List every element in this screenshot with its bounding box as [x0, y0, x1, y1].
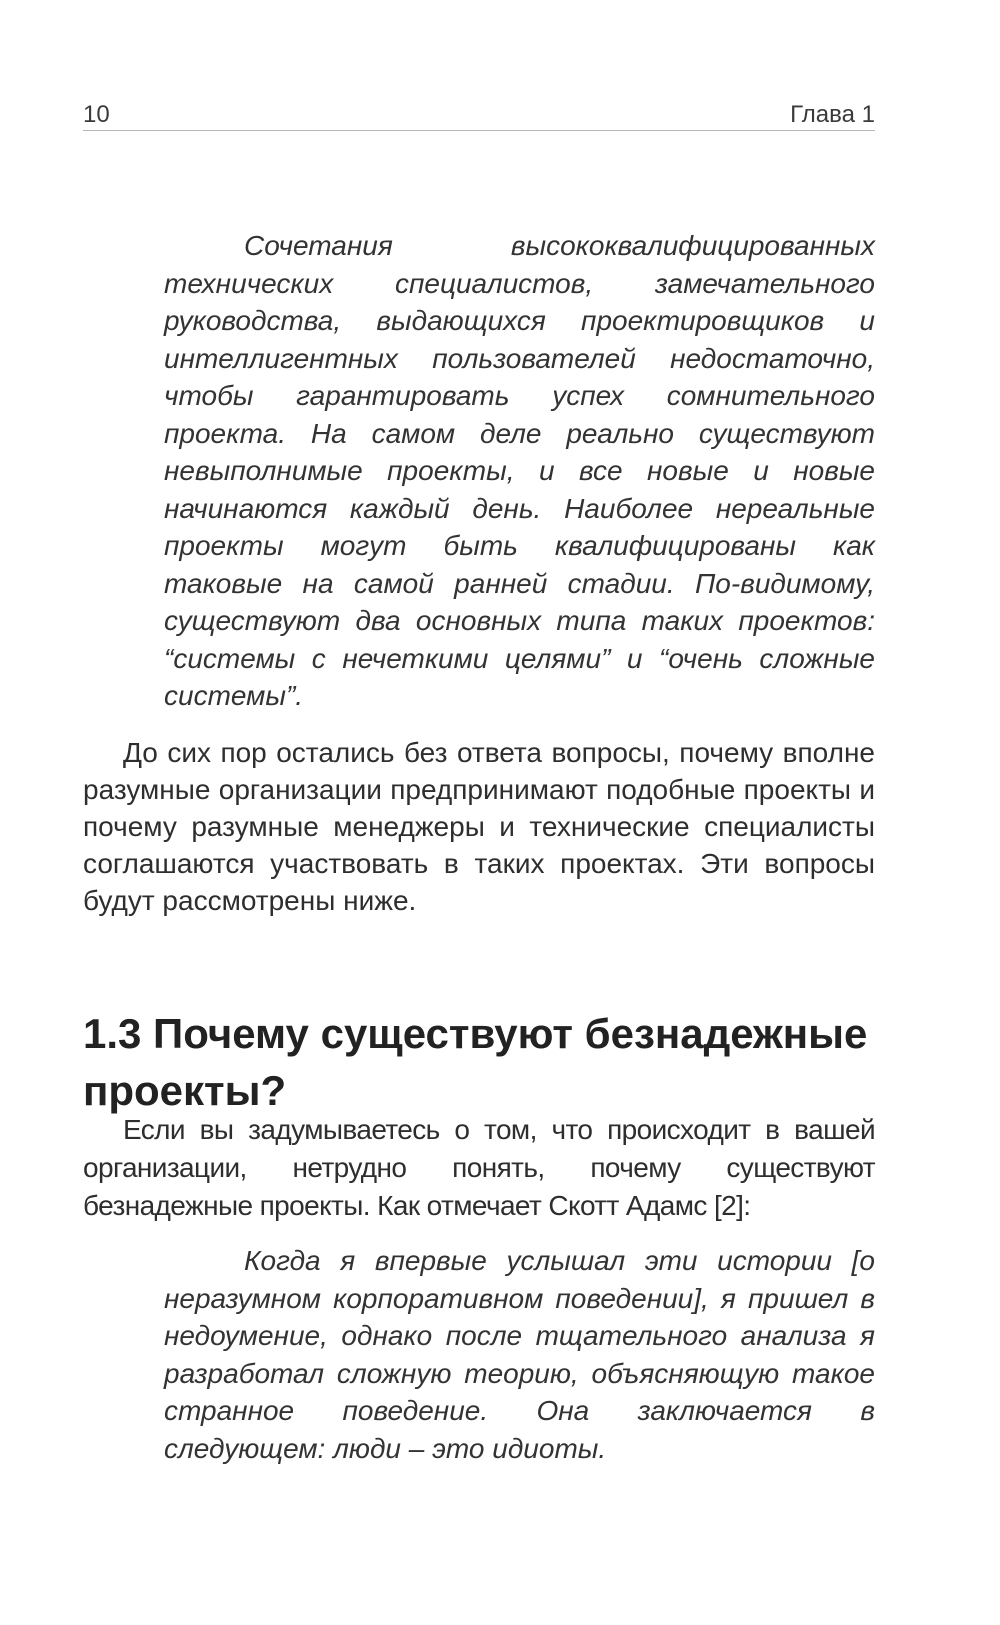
body-paragraph: До сих пор остались без ответа вопросы, почему вполне разумные организации предпринимают подобные проекты и почему разумные менеджеры и технические специалисты соглашаются участвовать в таких проектах. Эти вопросы будут рассмотрены ниже. — [83, 737, 875, 916]
page-number: 10 — [83, 101, 110, 128]
body-paragraph: Если вы задумываетесь о том, что происходит в вашей организации, нетрудно понять, почему существуют безнадежные проекты. Как отмечает Скотт Адамс [2]: — [83, 1114, 875, 1221]
running-header — [83, 98, 875, 131]
quote-block — [164, 1242, 875, 1467]
quote-block — [164, 227, 875, 715]
quote-text: Когда я впервые услышал эти истории [о неразумном корпоративном поведении], я пришел в недоумение, однако после тщательного анализа я разработал сложную теорию, объясняющую такое странное поведение. Она заключается в следующем: люди – это идиоты. — [164, 1245, 875, 1464]
section-heading: 1.3 Почему существуют безнадежные проекты? — [83, 1010, 868, 1114]
chapter-label: Глава 1 — [790, 101, 875, 128]
quote-text: Сочетания высококвалифицированных технических специалистов, замечательного руководства, выдающихся проектировщиков и интеллигентных пользователей недостаточно, чтобы гарантировать успех сомнительного проекта. На самом деле реально существуют невыполнимые проекты, и все новые и новые начинаются каждый день. Наиболее нереальные проекты могут быть квалифицированы как таковые на самой ранней стадии. По-видимому, существуют два основных типа таких проектов: “системы с нечеткими целями” и “очень сложные системы”. — [164, 230, 875, 711]
